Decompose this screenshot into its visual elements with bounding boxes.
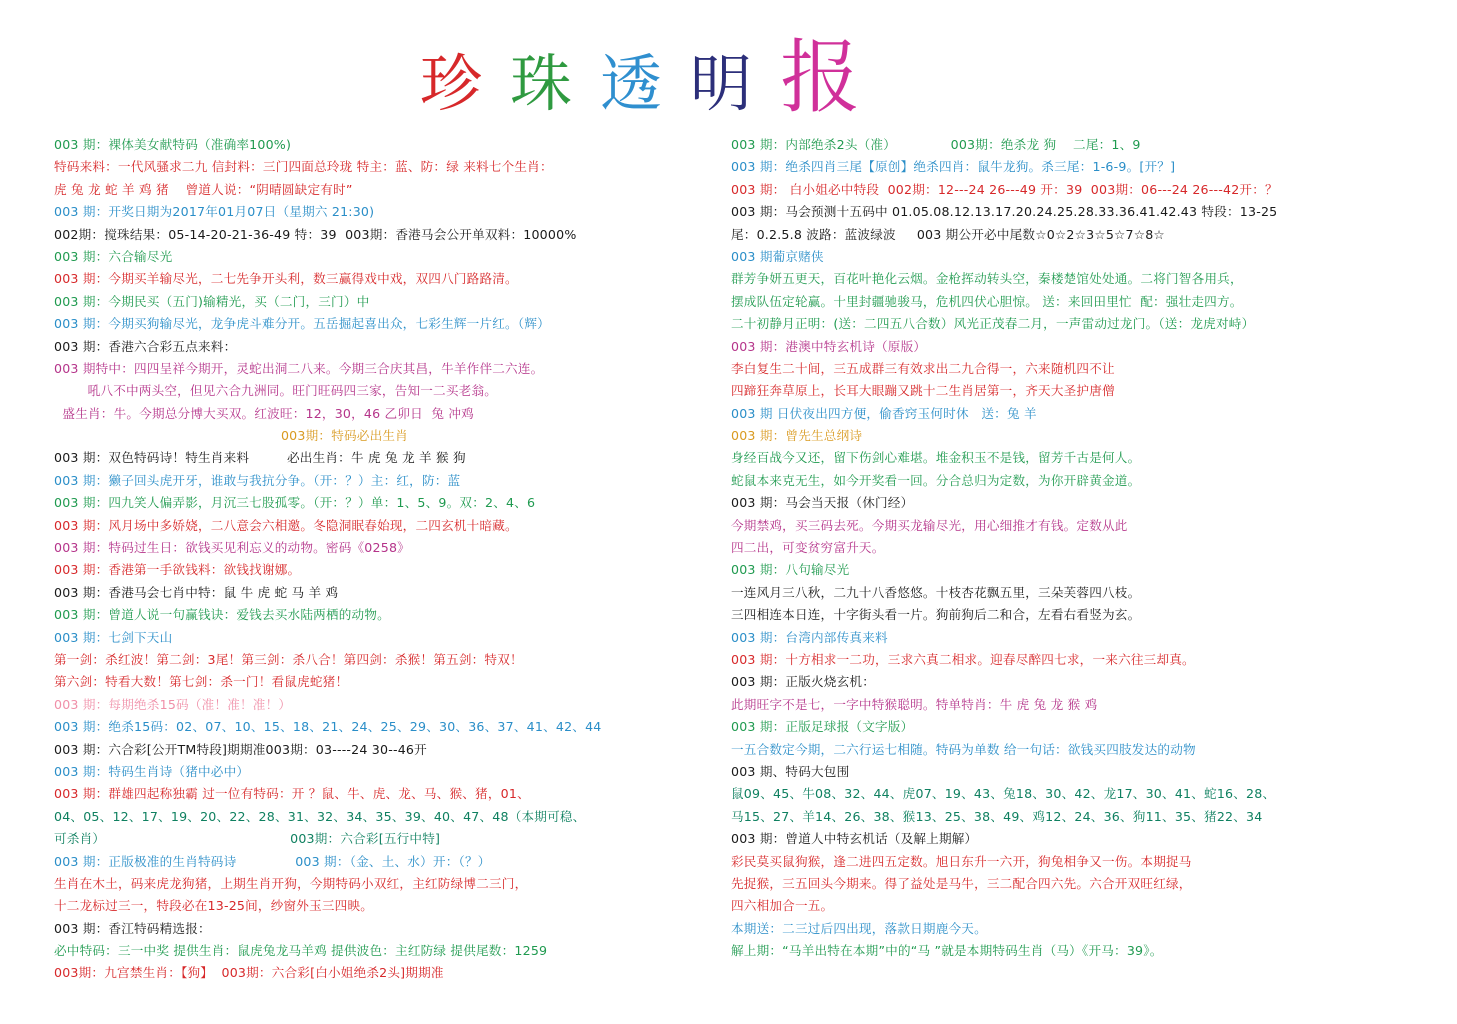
- text-line: 马15、27、羊14、26、38、猴13、25、38、49、鸡12、24、36、狗11、35、猪22、34: [731, 808, 1263, 824]
- text-line: 003 期：香港第一手欲钱料：欲钱找谢娜。: [54, 562, 301, 578]
- text-line: 003 期：六合输尽光: [54, 248, 173, 264]
- text-line: 四二出，可变贫穷富升天。: [731, 540, 885, 556]
- text-line: 003 期：六合彩[公开TM特段]期期准003期：03----24 30--46开: [54, 741, 427, 757]
- text-line: 003 期、特码大包围: [731, 763, 850, 779]
- title-char: 明: [690, 47, 753, 120]
- text-line: 003 期：马会当天报（休门经）: [731, 495, 914, 511]
- text-line: 鼠09、45、牛08、32、44、虎07、19、43、兔18、30、42、龙17、30、41、蛇16、28、: [731, 786, 1276, 802]
- text-line: 可杀肖） 003期：六合彩[五行中特]: [54, 831, 441, 847]
- text-line: 003 期：绝杀四肖三尾【原创】绝杀四肖：鼠牛龙狗。杀三尾：1-6-9。[开？]: [731, 159, 1176, 175]
- text-line: 生肖在木土，码来虎龙狗猪，上期生肖开狗，今期特码小双红，主红防绿博二三门，: [54, 875, 528, 891]
- text-line: 003 期：正版足球报（文字版）: [731, 719, 914, 735]
- title-char: 珍: [420, 47, 483, 120]
- text-line: 三四相连本日连，十字街头看一片。狗前狗后二和合，左看右看竖为玄。: [731, 607, 1141, 623]
- left-column: [54, 134, 704, 985]
- text-line: 003 期：港澳中特玄机诗（原版）: [731, 338, 927, 354]
- text-line: 003 期：香港马会七肖中特：鼠 牛 虎 蛇 马 羊 鸡: [54, 584, 339, 600]
- text-line: 必中特码：三一中奖 提供生肖：鼠虎兔龙马羊鸡 提供波色：主红防绿 提供尾数：1259: [54, 943, 548, 959]
- text-line: 一连风月三八秋，二九十八香悠悠。十枝杏花飘五里，三朵芙蓉四八枝。: [731, 584, 1141, 600]
- text-line: 003 期：獭子回头虎开牙，谁敢与我抗分争。（开：？）主：红，防：蓝: [54, 472, 461, 488]
- text-line: 李白复生二十间，三五成群三有效求出二九合得一，六来随机四不让: [731, 360, 1115, 376]
- page-title: [420, 31, 1020, 124]
- text-line: 003 期：特码过生日：欲钱买见利忘义的动物。密码《0258》: [54, 540, 410, 556]
- text-line: 解上期：“马羊出特在本期”中的“马 ”就是本期特码生肖（马）《开马：39》。: [731, 943, 1163, 959]
- text-line: 蛇鼠本来克无生，如今开奖看一回。分合总归为定数，为你开辟黄金道。: [731, 472, 1141, 488]
- text-line: 第一剑：杀红波！第二剑：3尾！第三剑：杀八合！第四剑：杀猴！第五剑：特双！: [54, 651, 523, 667]
- text-line: 003 期：台湾内部传真来料: [731, 629, 888, 645]
- text-line: 群芳争妍五更天，百花叶艳化云烟。金枪挥动转头空，秦楼楚馆处处通。二将门智各用兵，: [731, 271, 1243, 287]
- text-line: 003 期：开奖日期为2017年01月07日（星期六 21:30): [54, 204, 375, 220]
- text-line: 虎 兔 龙 蛇 羊 鸡 猪 曾道人说：“阴晴圆缺定有时”: [54, 181, 353, 197]
- text-line: 003 期：正版极准的生肖特码诗 003 期：（金、土、水）开：（？）: [54, 853, 491, 869]
- text-line: 003 期：特码生肖诗（猪中必中）: [54, 763, 250, 779]
- text-line: 003 期：曾道人说一句赢钱诀：爱钱去买水陆两栖的动物。: [54, 607, 390, 623]
- text-line: 003 期：十方相求一二功，三求六真二相求。迎春尽醉四七求，一来六往三却真。: [731, 651, 1195, 667]
- title-char: 珠: [510, 47, 573, 120]
- text-line: 四六相加合一五。: [731, 898, 834, 914]
- text-line: 003 期：今期买羊输尽光，二七先争开头利，数三赢得戏中戏，双四八门路路清。: [54, 271, 518, 287]
- text-line: 003 期：风月场中多娇娆，二八意会六相邀。冬隐洞眠春始现，二四玄机十暗藏。: [54, 517, 518, 533]
- text-line: 003 期：裸体美女献特码（准确率100%): [54, 137, 292, 152]
- text-line: 003 期特中：四四呈祥今期开，灵蛇出洞二八来。今期三合庆其昌，牛羊作伴二六连。: [54, 360, 544, 376]
- text-line: 003 期：今期买狗输尽光，龙争虎斗难分开。五岳掘起喜出众，七彩生辉一片红。（辉）: [54, 316, 550, 332]
- text-line: 003 期：绝杀15码：02、07、10、15、18、21、24、25、29、30、36、37、41、42、44: [54, 719, 602, 735]
- text-line: 摆成队伍定轮赢。十里封疆驰骏马，危机四伏心胆惊。 送：来回田里忙 配：强壮走四方。: [731, 293, 1243, 309]
- text-line: 003 期：香港六合彩五点来料：: [54, 338, 237, 354]
- text-line: 盛生肖：牛。今期总分博大买双。红波旺：12，30，46 乙卯日 兔 冲鸡: [54, 405, 474, 421]
- text-line: 003 期：内部绝杀2头（准） 003期：绝杀龙 狗 二尾：1、9: [731, 137, 1141, 152]
- text-line: 十二龙标过三一，特段必在13-25间，纱窗外玉三四映。: [54, 898, 374, 914]
- title-char: 透: [600, 47, 663, 120]
- text-line: 二十初静月正明：(送：二四五八合数）风光正茂春二月，一声雷动过龙门。（送：龙虎对峙）: [731, 316, 1255, 332]
- text-line: 003 期：曾道人中特玄机话（及解上期解）: [731, 831, 978, 847]
- text-line: 003 期：八句输尽光: [731, 562, 850, 578]
- text-line: 吼八不中两头空，但见六合九洲同。旺门旺码四三家，告知一二买老翁。: [54, 383, 498, 399]
- text-line: 003期：九宫禁生肖：【狗】 003期：六合彩[白小姐绝杀2头]期期准: [54, 965, 444, 981]
- text-line: 第六剑：特看大数！第七剑：杀一门！看鼠虎蛇猪！: [54, 674, 349, 690]
- text-line: 003 期 日伏夜出四方便，偷香窍玉何时休 送：兔 羊: [731, 405, 1037, 421]
- text-line: 此期旺字不是七，一字中特猴聪明。特单特肖：牛 虎 兔 龙 猴 鸡: [731, 696, 1098, 712]
- text-line: 003 期：今期民买（五门)输精光，买（二门，三门）中: [54, 293, 370, 309]
- text-line: 四蹄狂奔草原上，长耳大眼蹦又跳十二生肖居第一，齐天大圣护唐僧: [731, 383, 1115, 399]
- text-line: 先捉猴，三五回头今期来。得了益处是马牛，三二配合四六先。六合开双旺红绿，: [731, 875, 1192, 891]
- text-line: 003 期：每期绝杀15码（准！准！准！）: [54, 696, 292, 712]
- text-line: 003 期：四九笑人偏弄影，月沉三七股孤零。（开：？）单：1、5、9。双：2、4、6: [54, 495, 536, 511]
- text-line: 彩民莫买鼠狗猴，逢二进四五定数。旭日东升一六开，狗兔相争又一伤。本期捉马: [731, 853, 1192, 869]
- text-line: 尾：0.2.5.8 波路：蓝波绿波 003 期公开必中尾数☆0☆2☆3☆5☆7☆8☆: [731, 226, 1165, 242]
- text-line: 003 期：香江特码精选报：: [54, 920, 211, 936]
- text-line: 003 期：群雄四起称独霸 过一位有特码：开 ？鼠、牛、虎、龙、马、猴、猪，01、: [54, 786, 530, 802]
- text-line: 003 期：正版火烧玄机：: [731, 674, 875, 690]
- text-line: 002期：搅珠结果：05-14-20-21-36-49 特：39 003期：香港马会公开单双料：10000%: [54, 226, 577, 242]
- text-line: 一五合数定今期，二六行运七相随。特码为单数 给一句话：欲钱买四肢发达的动物: [731, 741, 1196, 757]
- text-line: 特码来料：一代风骚求二九 信封料：三门四面总玲珑 特主：蓝、防：绿 来料七个生肖：: [54, 159, 553, 175]
- text-line: 003 期：马会预测十五码中 01.05.08.12.13.17.20.24.25.28.33.36.41.42.43 特段：13-25: [731, 204, 1278, 220]
- text-line: 003 期：双色特码诗！特生肖来料 必出生肖：牛 虎 兔 龙 羊 猴 狗: [54, 450, 466, 466]
- text-line: 身经百战今又还，留下伤剑心难堪。堆金积玉不是钱，留芳千古是何人。: [731, 450, 1141, 466]
- title-char: 报: [780, 31, 861, 124]
- text-line: 003 期：曾先生总纲诗: [731, 428, 863, 444]
- text-line: 04、05、12、17、19、20、22、28、31、32、34、35、39、40、47、48（本期可稳、: [54, 808, 586, 824]
- text-line: 本期送：二三过后四出现，落款日期鹿今天。: [731, 920, 987, 936]
- text-line: 003期：特码必出生肖: [54, 428, 408, 444]
- text-line: 003 期： 白小姐必中特段 002期：12---24 26---49 开：39 003期：06---24 26---42开：？: [731, 181, 1278, 197]
- right-column: [731, 134, 1421, 962]
- text-line: 003 期葡京赌侠: [731, 248, 824, 264]
- text-line: 003 期：七剑下天山: [54, 629, 173, 645]
- text-line: 今期禁鸡，买三码去死。今期买龙输尽光，用心细推才有钱。定数从此: [731, 517, 1128, 533]
